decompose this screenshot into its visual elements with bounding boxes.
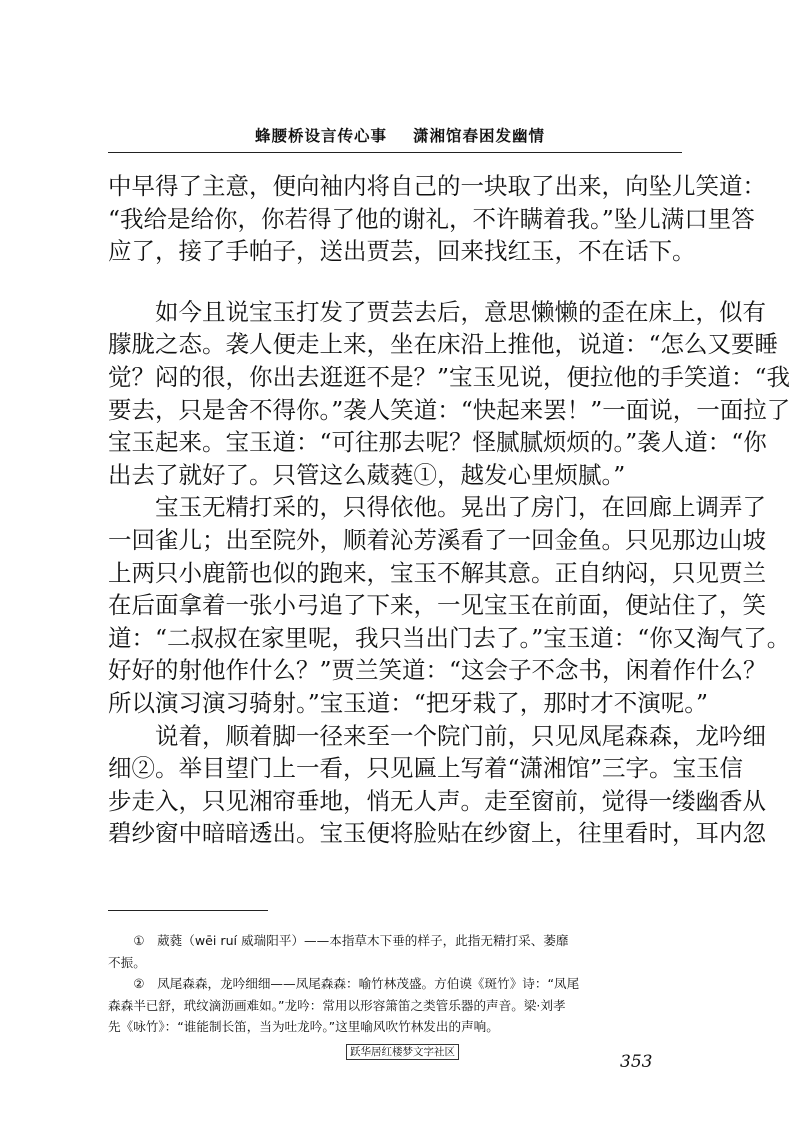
text-line: 细②。举目望门上一看，只见匾上写着“潇湘馆”三字。宝玉信 [108,754,744,783]
running-header [0,124,800,146]
text-line: 应了，接了手帕子，送出贾芸，回来找红玉，不在话下。 [108,237,696,266]
text-line: “我给是给你，你若得了他的谢礼，不许瞒着我。”坠儿满口里答 [108,204,755,233]
text-line: 要去，只是舍不得你。”袭人笑道：“快起来罢！”一面说，一面拉了 [108,395,791,424]
text-line: 在后面拿着一张小弓追了下来，一见宝玉在前面，便站住了，笑 [108,591,766,620]
text-line: 步走入，只见湘帘垂地，悄无人声。走至窗前，觉得一缕幽香从 [108,786,766,815]
text-line: 觉？闷的很，你出去逛逛不是？”宝玉见说，便拉他的手笑道：“我 [108,362,791,391]
chapter-title-part1: 蜂腰桥设言传心事 [254,127,387,145]
chapter-title-part2: 潇湘馆春困发幽情 [413,127,546,145]
footnote-line: 森森半已舒，玳纹滴沥画难如。”龙吟：常用以形容箫笛之类管乐器的声音。梁·刘孝 [108,997,566,1013]
text-line: 上两只小鹿箭也似的跑来，宝玉不解其意。正自纳闷，只见贾兰 [108,558,766,587]
footnotes [108,930,680,1038]
text-line: 说着，顺着脚一径来至一个院门前，只见凤尾森森，龙吟细 [108,721,766,750]
main-text [108,170,791,850]
text-line: 宝玉无精打采的，只得依他。晃出了房门，在回廊上调弄了 [108,493,766,522]
text-line: 中早得了主意，便向袖内将自己的一块取了出来，向坠儿笑道： [108,172,766,200]
footnote-line: 不振。 [108,954,146,970]
text-line: 朦胧之态。袭人便走上来，坐在床沿上推他，说道：“怎么又要睡 [108,330,779,359]
footnote-line: ② 凤尾森森，龙吟细细——凤尾森森：喻竹林茂盛。方伯谟《斑竹》诗：“凤尾 [108,976,580,991]
footnote-rule [108,910,268,911]
text-line: 宝玉起来。宝玉道：“可往那去呢？怪腻腻烦烦的。”袭人道：“你 [108,428,767,457]
text-line: 道：“二叔叔在家里呢，我只当出门去了。”宝玉道：“你又淘气了。 [108,623,791,652]
text-line: 出去了就好了。只管这么葳蕤①，越发心里烦腻。” [108,460,626,489]
text-line: 所以演习演习骑射。”宝玉道：“把牙栽了，那时才不演呢。” [108,688,709,717]
page-number: 353 [620,1052,653,1072]
text-line: 好好的射他作什么？”贾兰笑道：“这会子不念书，闲着作什么？ [108,656,767,685]
text-line: 碧纱窗中暗暗透出。宝玉便将脸贴在纱窗上，往里看时，耳内忽 [108,819,766,848]
header-rule [108,152,682,153]
footnote-line: 先《咏竹》：“谁能制长笛，当为吐龙吟。”这里喻风吹竹林发出的声响。 [108,1019,499,1034]
text-line: 一回雀儿；出至院外，顺着沁芳溪看了一回金鱼。只见那边山坡 [108,525,766,554]
text-line: 如今且说宝玉打发了贾芸去后，意思懒懒的歪在床上，似有 [108,297,766,326]
paragraph-gap [108,268,686,296]
watermark-stamp: 跃华居红楼梦文字社区 [346,1044,459,1060]
footnote-line: ① 葳蕤（wēi ruí 威瑞阳平）——本指草木下垂的样子，此指无精打采、萎靡 [108,933,569,948]
